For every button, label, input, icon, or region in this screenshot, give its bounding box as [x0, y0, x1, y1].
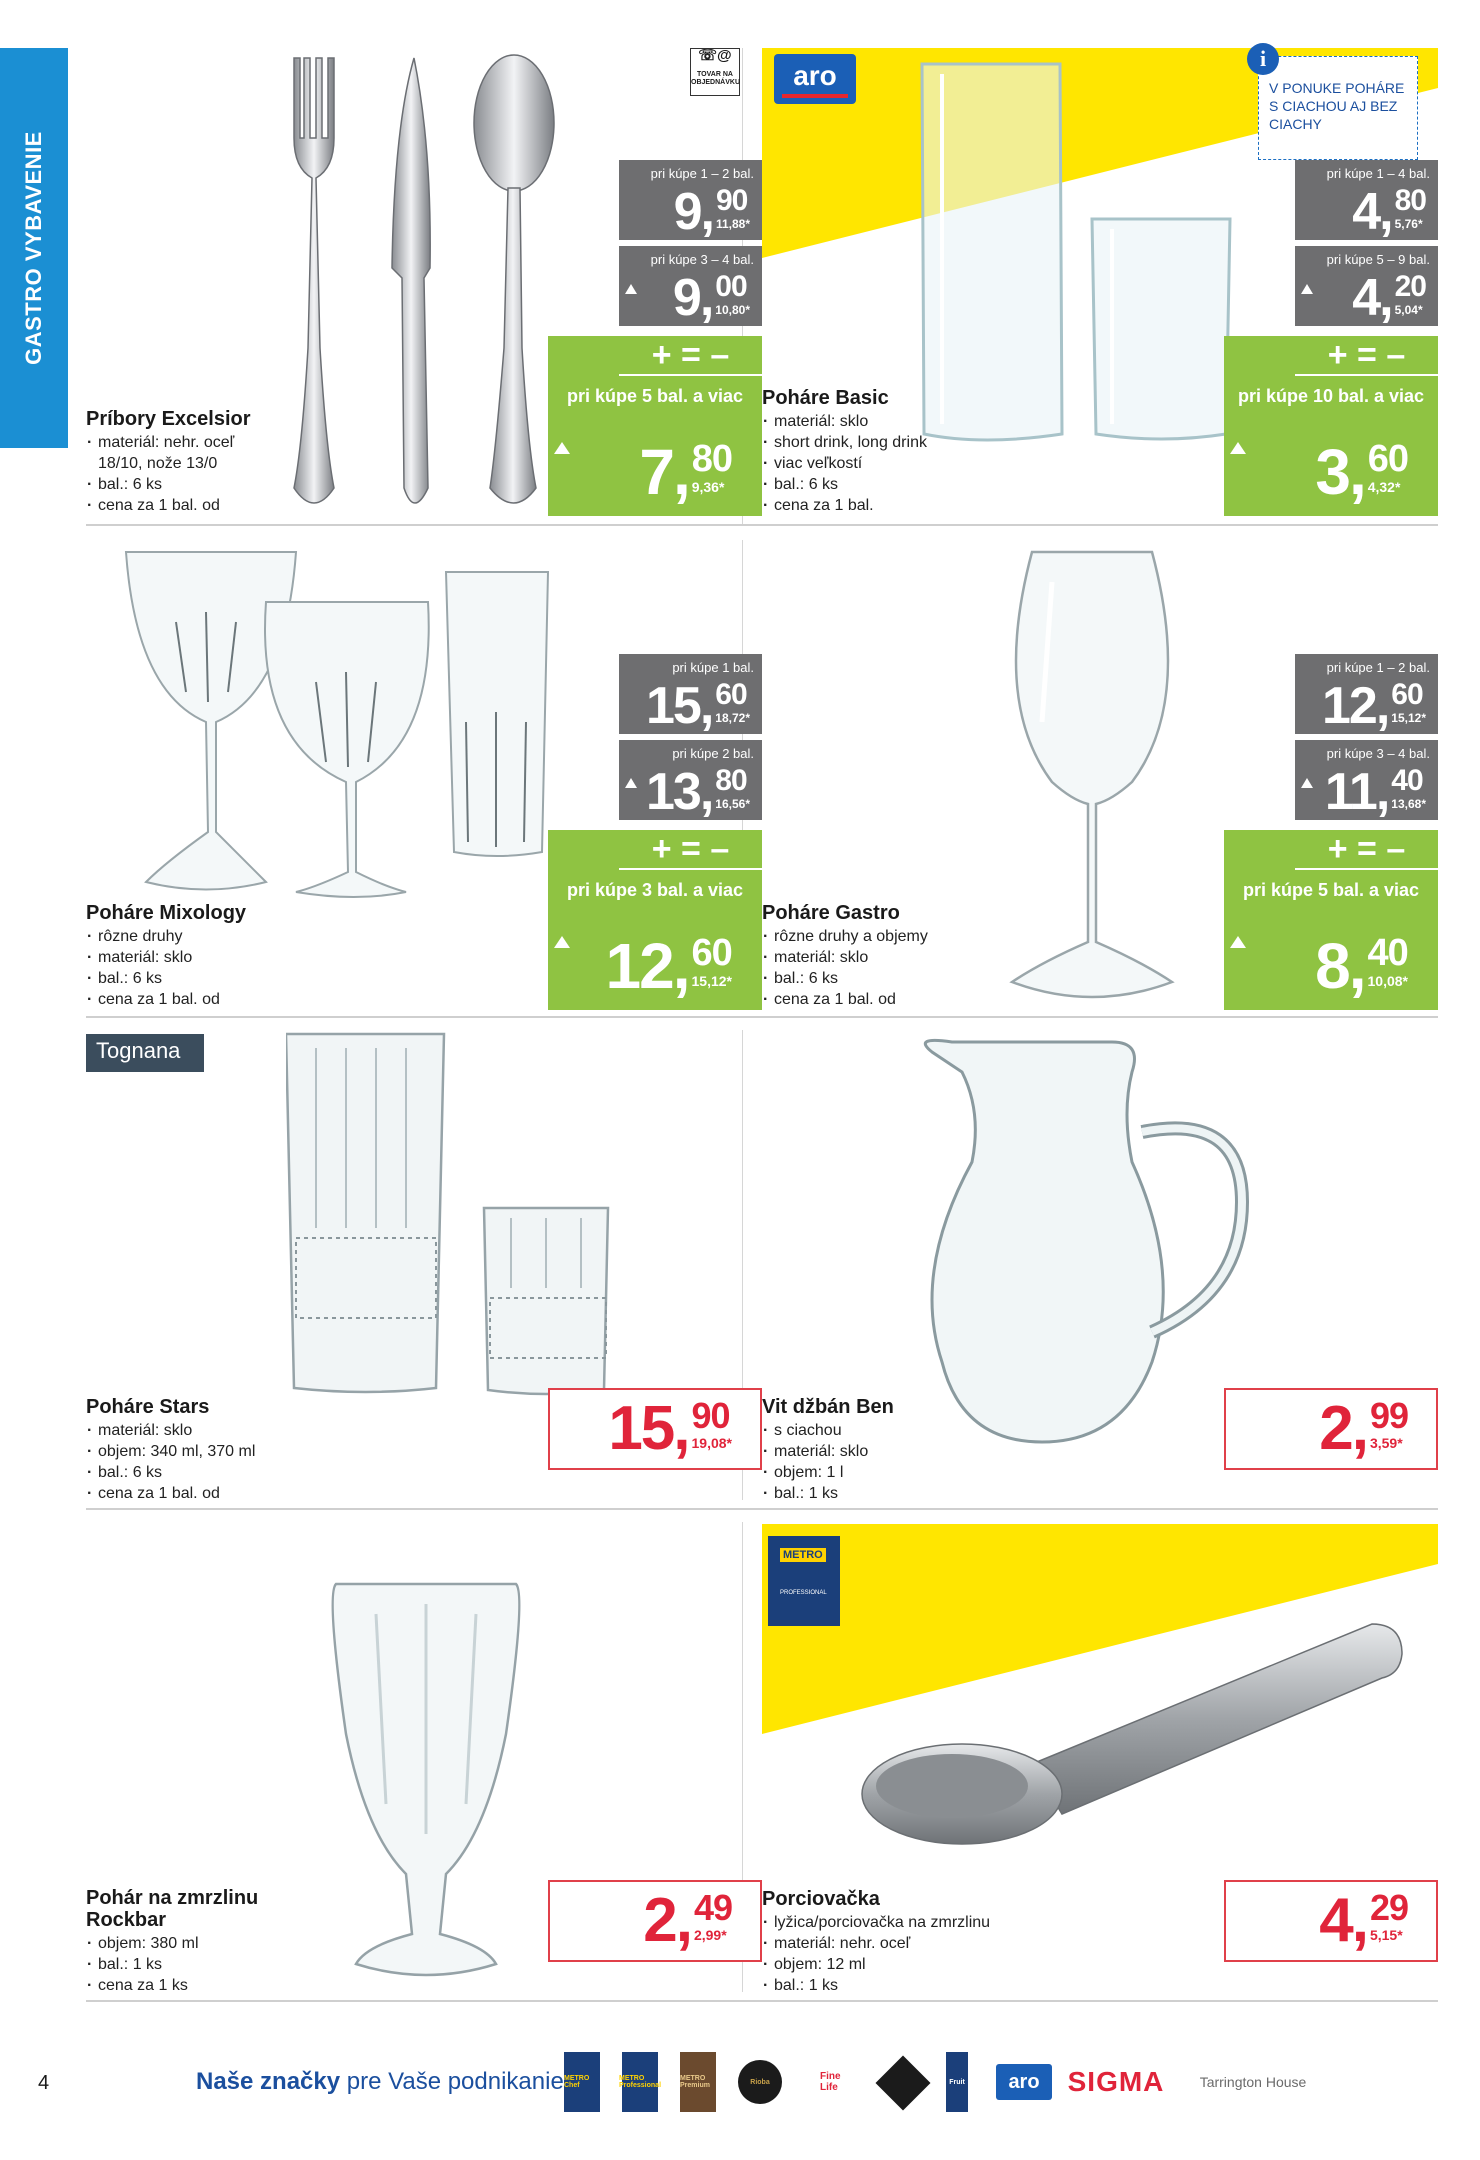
product-porciovacka[interactable]: [762, 1514, 1438, 2004]
sundae-glass-image: [326, 1574, 526, 1994]
price-tier: [619, 740, 762, 820]
price-box: [1224, 1880, 1438, 1962]
brand-metro-chef[interactable]: METRO Chef: [564, 2052, 600, 2112]
product-ben[interactable]: [762, 1022, 1438, 1512]
price-value: 2 , 49 2,99*: [643, 1886, 732, 1955]
tier-price: 13 , 80 16,56*: [646, 763, 750, 821]
feature-list: [86, 1420, 255, 1504]
ice-cream-scoop-image: [852, 1614, 1412, 1854]
brand-aro[interactable]: aro: [996, 2064, 1052, 2100]
feature-list: [86, 926, 246, 1010]
feature: · materiál: sklo: [86, 947, 246, 968]
product-name: Poháre Gastro: [762, 902, 900, 924]
product-name: Poháre Basic: [762, 387, 889, 409]
price-tier: [619, 246, 762, 326]
arrow-up-icon: [625, 284, 637, 294]
feature-list: [762, 1420, 894, 1504]
feature: · bal.: 6 ks: [86, 1462, 255, 1483]
price-tier: [619, 654, 762, 734]
feature: · bal.: 6 ks: [86, 968, 246, 989]
tier-label: pri kúpe 1 bal.: [672, 660, 754, 675]
bulk-price: [1224, 336, 1438, 516]
page-number: 4: [38, 2072, 50, 2094]
plus-equals-minus-icon: + = –: [1295, 336, 1438, 376]
product-name: Pohár na zmrzlinu Rockbar: [86, 1887, 259, 1931]
feature: · materiál: nehr. oceľ 18/10, nože 13/0: [86, 432, 266, 474]
feature: · objem: 1 l: [762, 1462, 894, 1483]
product-basic[interactable]: [762, 34, 1438, 524]
product-info: [86, 1887, 306, 1996]
product-info: [762, 387, 927, 516]
tier-price: 9 , 00 10,80*: [672, 269, 750, 327]
tier-price: 15 , 60 18,72*: [646, 677, 750, 735]
feature: · materiál: nehr. oceľ: [762, 1933, 990, 1954]
product-info: [86, 408, 266, 516]
feature: · lyžica/porciovačka na zmrzlinu: [762, 1912, 990, 1933]
price-box: [548, 1880, 762, 1962]
bulk-price-value: 7 , 80 9,36*: [639, 436, 732, 508]
info-note: i V PONUKE POHÁRE S CIACHOU AJ BEZ CIACHY: [1258, 56, 1418, 160]
arrow-up-icon: [554, 442, 570, 454]
feature: · objem: 380 ml: [86, 1933, 306, 1954]
price-tier: [1295, 246, 1438, 326]
plus-equals-minus-icon: + = –: [1295, 830, 1438, 870]
feature-list: [86, 432, 266, 516]
brands-title: Naše značky pre Vaše podnikanie: [196, 2068, 564, 2095]
tier-price: 11 , 40 13,68*: [1324, 763, 1426, 821]
price-value: 15 , 90 19,08*: [608, 1394, 732, 1463]
feature-list: [762, 926, 928, 1010]
product-name: Príbory Excelsior: [86, 408, 251, 430]
product-name: Porciovačka: [762, 1888, 880, 1910]
feature: · viac veľkostí: [762, 453, 927, 474]
footer: [0, 2040, 1480, 2120]
brand-diamond[interactable]: [876, 2056, 931, 2111]
tier-label: pri kúpe 1 – 4 bal.: [1326, 166, 1430, 181]
feature: · cena za 1 ks: [86, 1975, 306, 1996]
feature: · objem: 340 ml, 370 ml: [86, 1441, 255, 1462]
bulk-label: pri kúpe 10 bal. a viac: [1237, 386, 1425, 406]
phone-at-icon: ☏@: [698, 47, 732, 64]
price-box: [548, 1388, 762, 1470]
arrow-up-icon: [554, 936, 570, 948]
wine-glass-image: [992, 542, 1192, 1012]
brand-metro-professional[interactable]: METRO Professional: [622, 2052, 658, 2112]
info-icon: i: [1247, 43, 1279, 75]
brand-tarrington-house[interactable]: Tarrington House: [1199, 2074, 1307, 2090]
bulk-price-value: 3 , 60 4,32*: [1315, 436, 1408, 508]
product-info: [86, 902, 246, 1010]
feature: · bal.: 1 ks: [762, 1975, 990, 1996]
product-info: [762, 1888, 990, 1996]
aro-logo: aro: [774, 54, 856, 104]
price-box: [1224, 1388, 1438, 1470]
feature: · materiál: sklo: [762, 947, 928, 968]
brand-fine-life[interactable]: Fine Life: [820, 2071, 841, 2093]
feature: · bal.: 6 ks: [762, 968, 928, 989]
feature: · cena za 1 bal. od: [86, 1483, 255, 1504]
feature: · s ciachou: [762, 1420, 894, 1441]
tier-price: 9 , 90 11,88*: [673, 183, 750, 241]
brand-sigma[interactable]: SIGMA: [1067, 2066, 1165, 2097]
product-name: Poháre Stars: [86, 1396, 210, 1418]
feature: · cena za 1 bal. od: [86, 989, 246, 1010]
feature-list: [86, 1933, 306, 1996]
feature: · short drink, long drink: [762, 432, 927, 453]
product-gastro[interactable]: [762, 528, 1438, 1018]
price-tiers: [548, 160, 762, 516]
row-divider: [86, 524, 1438, 526]
tier-price: 4 , 20 5,04*: [1352, 269, 1426, 327]
brand-rioba[interactable]: Rioba: [738, 2060, 782, 2104]
feature: · bal.: 6 ks: [762, 474, 927, 495]
plus-equals-minus-icon: + = –: [619, 830, 762, 870]
metro-professional-logo: METRO PROFESSIONAL: [768, 1536, 840, 1626]
product-info: [762, 902, 928, 1010]
bulk-price: [548, 830, 762, 1010]
arrow-up-icon: [1301, 284, 1313, 294]
bulk-label: pri kúpe 3 bal. a viac: [566, 880, 744, 900]
price-value: 2 , 99 3,59*: [1319, 1394, 1408, 1463]
bulk-price-value: 8 , 40 10,08*: [1315, 930, 1408, 1002]
order-badge: ☏@ TOVAR NA OBJEDNÁVKU: [690, 48, 740, 96]
tier-label: pri kúpe 5 – 9 bal.: [1326, 252, 1430, 267]
product-excelsior[interactable]: [86, 34, 762, 524]
cutlery-image: [264, 48, 584, 518]
arrow-up-icon: [625, 778, 637, 788]
feature: · bal.: 1 ks: [86, 1954, 306, 1975]
arrow-up-icon: [1230, 936, 1246, 948]
feature: · cena za 1 bal. od: [762, 989, 928, 1010]
feature: · objem: 12 ml: [762, 1954, 990, 1975]
stars-glasses-image: [286, 1028, 636, 1398]
feature: · materiál: sklo: [86, 1420, 255, 1441]
product-info: [86, 1396, 255, 1504]
plus-equals-minus-icon: + = –: [619, 336, 762, 376]
section-title: GASTRO VYBAVENIE: [21, 131, 46, 365]
tier-label: pri kúpe 3 – 4 bal.: [1326, 746, 1430, 761]
tier-price: 4 , 80 5,76*: [1352, 183, 1426, 241]
bulk-price-value: 12 , 60 15,12*: [605, 930, 732, 1002]
tier-label: pri kúpe 1 – 2 bal.: [1326, 660, 1430, 675]
feature: · bal.: 1 ks: [762, 1483, 894, 1504]
tier-label: pri kúpe 1 – 2 bal.: [650, 166, 754, 181]
price-tiers: [548, 654, 762, 1010]
feature: · materiál: sklo: [762, 1441, 894, 1462]
price-tier: [619, 160, 762, 240]
product-mixology[interactable]: [86, 528, 762, 1018]
bulk-price: [1224, 830, 1438, 1010]
glasses-image: [912, 54, 1252, 444]
product-rockbar[interactable]: [86, 1514, 762, 2004]
arrow-up-icon: [1230, 442, 1246, 454]
bulk-label: pri kúpe 5 bal. a viac: [566, 386, 744, 406]
feature-list: [762, 1912, 990, 1996]
feature: · materiál: sklo: [762, 411, 927, 432]
price-value: 4 , 29 5,15*: [1319, 1886, 1408, 1955]
price-tier: [1295, 160, 1438, 240]
feature-list: [762, 411, 927, 516]
tier-price: 12 , 60 15,12*: [1322, 677, 1426, 735]
price-tiers: [1224, 160, 1438, 516]
product-name: Poháre Mixology: [86, 902, 247, 924]
section-side-tab: [0, 48, 68, 448]
bulk-label: pri kúpe 5 bal. a viac: [1242, 880, 1420, 900]
product-stars[interactable]: [86, 1022, 762, 1512]
feature: · rôzne druhy: [86, 926, 246, 947]
brand-fruit[interactable]: Fruit: [946, 2052, 968, 2112]
feature: · bal.: 6 ks: [86, 474, 266, 495]
mixology-glasses-image: [116, 542, 596, 902]
jug-image: [912, 1032, 1262, 1452]
product-info: [762, 1396, 894, 1504]
feature: · cena za 1 bal. od: [86, 495, 266, 516]
brand-metro-premium[interactable]: METRO Premium: [680, 2052, 716, 2112]
price-tier: [1295, 740, 1438, 820]
bulk-price: [548, 336, 762, 516]
price-tier: [1295, 654, 1438, 734]
tier-label: pri kúpe 3 – 4 bal.: [650, 252, 754, 267]
arrow-up-icon: [1301, 778, 1313, 788]
price-tiers: [1224, 654, 1438, 1010]
tier-label: pri kúpe 2 bal.: [672, 746, 754, 761]
feature: · cena za 1 bal.: [762, 495, 927, 516]
product-name: Vit džbán Ben: [762, 1396, 894, 1418]
feature: · rôzne druhy a objemy: [762, 926, 928, 947]
tognana-logo: Tognana: [86, 1034, 204, 1072]
